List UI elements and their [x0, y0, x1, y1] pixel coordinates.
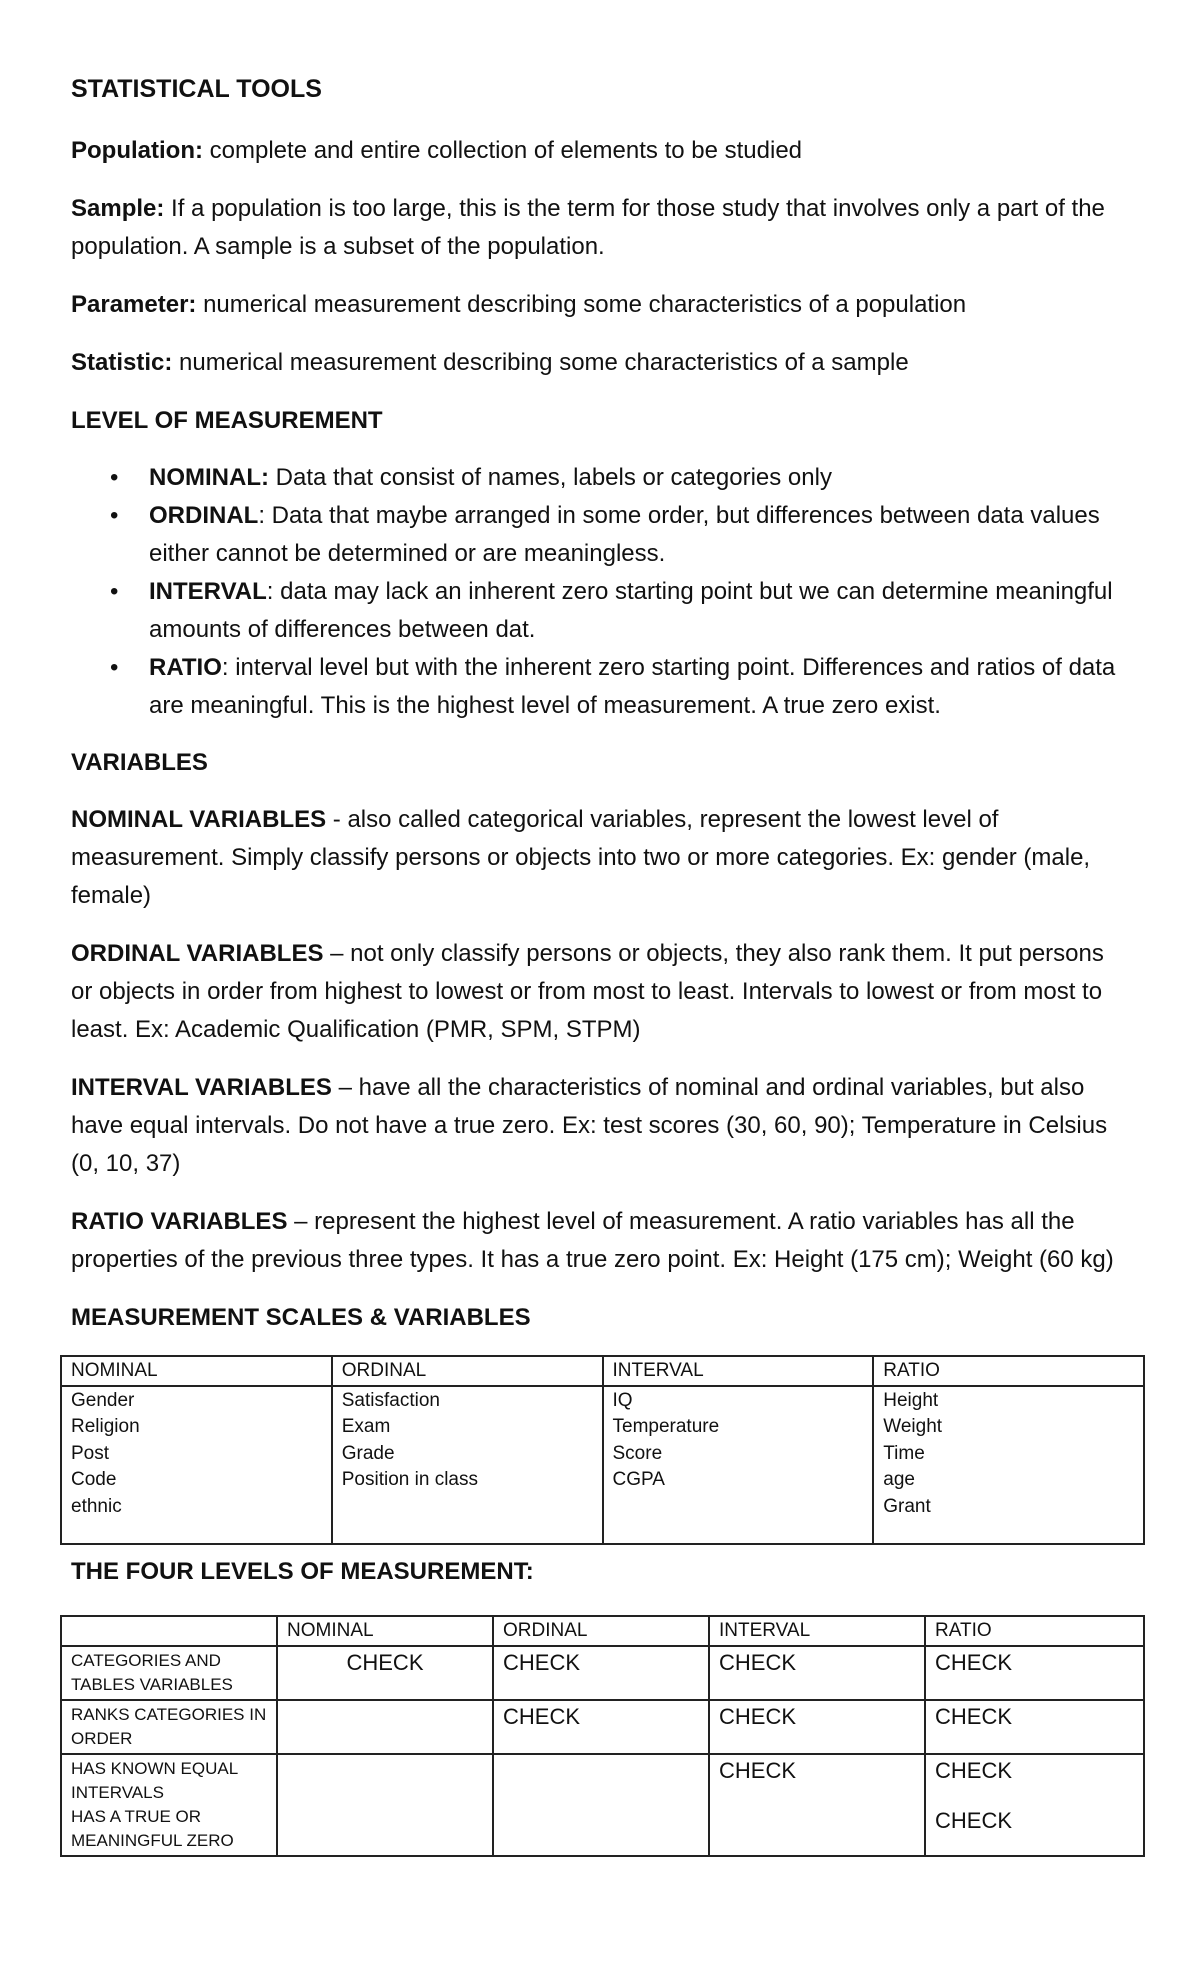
variable-term: RATIO VARIABLES — [71, 1208, 288, 1235]
definition-term: Population: — [71, 137, 203, 164]
table-row — [61, 1646, 1144, 1700]
cell-line: Weight — [883, 1416, 943, 1437]
variables-heading: VARIABLES — [71, 749, 208, 776]
check-cell: CHECK — [277, 1646, 493, 1700]
list-item — [71, 649, 1131, 725]
table-header-cell — [61, 1616, 277, 1646]
bullet-icon: • — [110, 464, 119, 491]
variable-text: – have all the characteristics of nominal and ordinal variables, but also have equal intervals. Do not have a true zero. Ex: test scores (30, 60, 90); Temperature in Celsius (0, 10, 37) — [71, 1074, 1108, 1177]
scales-heading: MEASUREMENT SCALES & VARIABLES — [71, 1304, 531, 1331]
table-header-cell: INTERVAL — [603, 1356, 874, 1386]
row-label-line: HAS A TRUE OR MEANINGFUL ZERO — [71, 1806, 234, 1850]
cell-line: IQ — [612, 1389, 633, 1411]
level-text: : data may lack an inherent zero starting point but we can determine meaningful amounts of differences between dat. — [149, 578, 1113, 643]
check-cell — [277, 1754, 493, 1856]
variable-ratio — [71, 1203, 1131, 1279]
row-label-line: HAS KNOWN EQUAL INTERVALS — [71, 1758, 238, 1802]
table-cell-nominal — [61, 1386, 332, 1544]
definition-text: complete and entire collection of elements to be studied — [202, 137, 803, 164]
level-term: NOMINAL: — [149, 464, 269, 491]
definition-text: If a population is too large, this is the term for those study that involves only a part of the population. A sample is a subset of the population. — [71, 195, 1105, 260]
table-row — [61, 1386, 1144, 1544]
check-line: CHECK — [935, 1807, 1013, 1833]
check-cell — [925, 1754, 1144, 1856]
table-header-row — [61, 1356, 1144, 1386]
document-page — [71, 72, 1131, 1857]
check-cell — [277, 1700, 493, 1754]
cell-line: Score — [612, 1442, 663, 1464]
level-term: ORDINAL — [149, 502, 259, 529]
cell-line: age — [883, 1469, 915, 1490]
bullet-icon: • — [110, 502, 119, 529]
bullet-icon: • — [110, 578, 119, 605]
check-line: CHECK — [935, 1757, 1013, 1783]
four-levels-table — [60, 1615, 1145, 1857]
table-header-cell: RATIO — [925, 1616, 1144, 1646]
table-header-cell: NOMINAL — [61, 1356, 332, 1386]
check-cell: CHECK — [925, 1700, 1144, 1754]
row-label: CATEGORIES AND TABLES VARIABLES — [61, 1646, 277, 1700]
table-header-row — [61, 1616, 1144, 1646]
check-cell: CHECK — [709, 1700, 925, 1754]
cell-line: Height — [883, 1389, 939, 1411]
four-levels-heading: THE FOUR LEVELS OF MEASUREMENT: — [71, 1557, 534, 1585]
level-term: RATIO — [149, 654, 222, 681]
variable-text: – represent the highest level of measurement. A ratio variables has all the properties of the previous three types. It has a true zero point. Ex: Height (175 cm); Weight (60 kg) — [71, 1208, 1114, 1273]
level-text: : Data that maybe arranged in some order, but differences between data values either cannot be determined or are meaningless. — [149, 502, 1100, 567]
table-header-cell: RATIO — [873, 1356, 1144, 1386]
cell-line: CGPA — [612, 1469, 665, 1490]
cell-line: Grade — [341, 1442, 395, 1464]
cell-line: Satisfaction — [341, 1389, 440, 1411]
definition-population — [71, 132, 1131, 170]
definition-term: Sample: — [71, 195, 165, 222]
document-title: STATISTICAL TOOLS — [71, 75, 322, 103]
level-of-measurement-heading: LEVEL OF MEASUREMENT — [71, 407, 383, 434]
variable-term: ORDINAL VARIABLES — [71, 940, 324, 967]
list-item — [71, 497, 1131, 573]
check-cell: CHECK — [709, 1646, 925, 1700]
definition-statistic — [71, 344, 1131, 382]
check-cell — [493, 1754, 709, 1856]
level-text: : interval level but with the inherent zero starting point. Differences and ratios of data are meaningful. This is the highest level of measurement. A true zero exist. — [149, 654, 1116, 719]
bullet-icon: • — [110, 654, 119, 681]
levels-list — [71, 459, 1131, 725]
table-row — [61, 1700, 1144, 1754]
table-row — [61, 1754, 1144, 1856]
level-text: Data that consist of names, labels or categories only — [268, 464, 832, 491]
list-item — [71, 573, 1131, 649]
cell-line: Position in class — [341, 1469, 478, 1490]
variable-term: INTERVAL VARIABLES — [71, 1074, 332, 1101]
check-cell: CHECK — [709, 1754, 925, 1856]
cell-line: Gender — [71, 1389, 135, 1411]
variable-text: - also called categorical variables, represent the lowest level of measurement. Simply classify persons or objects into two or more categories. Ex: gender (male, female) — [71, 806, 1091, 909]
variable-interval — [71, 1069, 1131, 1183]
cell-line: Religion — [71, 1416, 140, 1437]
table-header-cell: ORDINAL — [493, 1616, 709, 1646]
variable-text: – not only classify persons or objects, they also rank them. It put persons or objects in order from highest to lowest or from most to least. Intervals to lowest or from most to least. Ex: Academic Qualification (PMR, SPM, STPM) — [71, 940, 1104, 1043]
row-label: RANKS CATEGORIES IN ORDER — [61, 1700, 277, 1754]
scales-table — [60, 1355, 1145, 1545]
level-term: INTERVAL — [149, 578, 267, 605]
variable-term: NOMINAL VARIABLES — [71, 806, 327, 833]
cell-line: ethnic — [71, 1495, 122, 1517]
cell-line: Exam — [341, 1416, 391, 1437]
definition-sample — [71, 190, 1131, 266]
spacer — [935, 1785, 1134, 1807]
definition-term: Statistic: — [71, 349, 173, 376]
cell-line: Temperature — [612, 1416, 720, 1437]
cell-line: Post — [71, 1442, 110, 1464]
variable-ordinal — [71, 935, 1131, 1049]
table-header-cell: ORDINAL — [332, 1356, 603, 1386]
definition-term: Parameter: — [71, 291, 197, 318]
cell-line: Grant — [883, 1495, 931, 1517]
table-cell-interval — [603, 1386, 874, 1544]
check-cell: CHECK — [493, 1646, 709, 1700]
cell-line: Code — [71, 1469, 117, 1490]
cell-line: Time — [883, 1442, 925, 1464]
table-header-cell: NOMINAL — [277, 1616, 493, 1646]
table-cell-ordinal — [332, 1386, 603, 1544]
check-cell: CHECK — [493, 1700, 709, 1754]
check-cell: CHECK — [925, 1646, 1144, 1700]
table-cell-ratio — [873, 1386, 1144, 1544]
row-label — [61, 1754, 277, 1856]
definition-text: numerical measurement describing some characteristics of a sample — [172, 349, 909, 376]
definition-parameter — [71, 286, 1131, 324]
definition-text: numerical measurement describing some characteristics of a population — [196, 291, 967, 318]
variable-nominal — [71, 801, 1131, 915]
list-item — [71, 459, 1131, 497]
table-header-cell: INTERVAL — [709, 1616, 925, 1646]
